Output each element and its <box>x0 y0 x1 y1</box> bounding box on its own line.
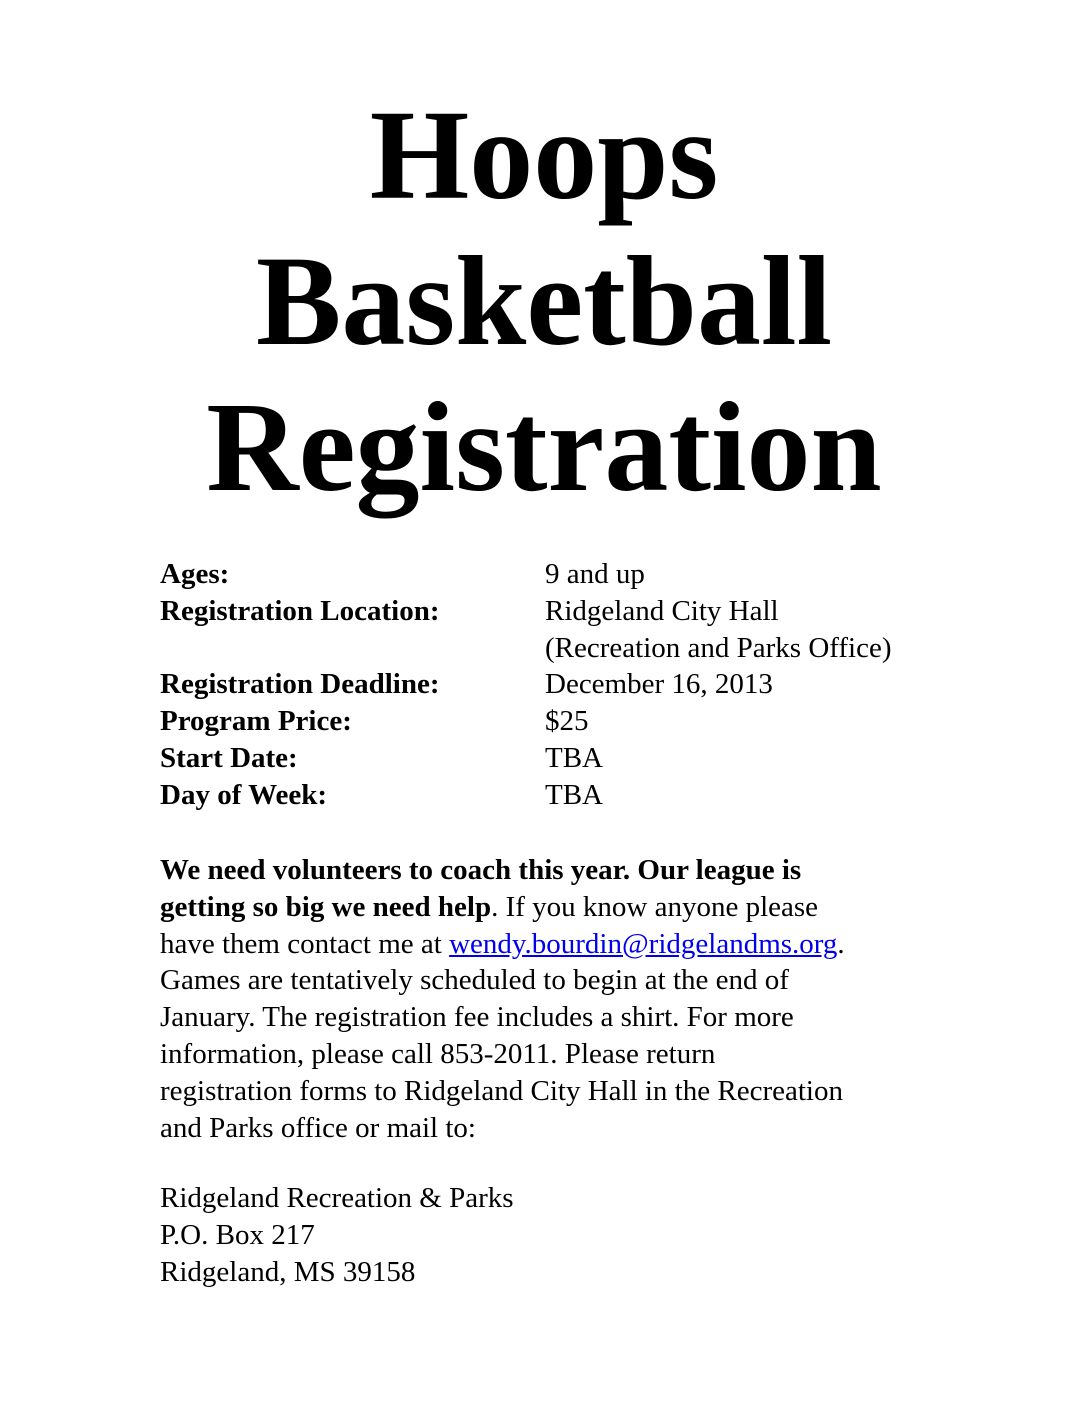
detail-value <box>545 556 645 593</box>
detail-row-day-of-week <box>160 777 892 814</box>
detail-label: Start Date: <box>160 741 298 774</box>
page-title <box>0 82 1088 520</box>
paragraph-line <box>160 889 940 926</box>
detail-value <box>545 777 603 814</box>
address-line: Ridgeland, MS 39158 <box>160 1255 416 1288</box>
paragraph-line: Games are tentatively scheduled to begin at the end of <box>160 964 789 997</box>
paragraph-line: information, please call 853-2011. Please return <box>160 1037 716 1070</box>
detail-row-location <box>160 593 892 667</box>
detail-value-line: 9 and up <box>545 558 645 590</box>
info-paragraph <box>160 852 940 1146</box>
paragraph-line <box>160 852 940 889</box>
mailing-address <box>160 1180 514 1290</box>
detail-value <box>545 740 603 777</box>
detail-label: Registration Deadline: <box>160 668 440 701</box>
paragraph-line <box>160 926 940 963</box>
detail-value <box>545 666 773 703</box>
email-link[interactable]: wendy.bourdin@ridgelandms.org <box>449 927 838 960</box>
detail-row-start-date <box>160 740 892 777</box>
title-line-2: Basketball <box>255 230 833 372</box>
detail-value-line: $25 <box>545 705 589 738</box>
detail-label: Registration Location: <box>160 594 440 627</box>
detail-value-line: (Recreation and Parks Office) <box>545 631 892 664</box>
detail-value <box>545 703 589 740</box>
detail-label: Ages: <box>160 558 230 590</box>
paragraph-text: . If you know anyone please <box>491 890 819 923</box>
address-line: Ridgeland Recreation & Parks <box>160 1182 514 1214</box>
detail-value-line: TBA <box>545 778 603 811</box>
address-line: P.O. Box 217 <box>160 1218 315 1251</box>
detail-value-line: TBA <box>545 741 603 774</box>
detail-label: Program Price: <box>160 705 352 738</box>
paragraph-text: have them contact me at <box>160 927 450 960</box>
detail-row-ages <box>160 556 892 593</box>
detail-value-line: December 16, 2013 <box>545 668 773 701</box>
detail-value <box>545 593 892 667</box>
detail-row-deadline <box>160 666 892 703</box>
paragraph-line: January. The registration fee includes a shirt. For more <box>160 1001 794 1034</box>
detail-row-price <box>160 703 892 740</box>
paragraph-line: and Parks office or mail to: <box>160 1111 476 1144</box>
title-line-1: Hoops <box>369 84 719 226</box>
paragraph-line: registration forms to Ridgeland City Hall in the Recreation <box>160 1074 843 1107</box>
program-details <box>160 556 892 814</box>
title-line-3: Registration <box>206 376 882 518</box>
volunteer-callout: We need volunteers to coach this year. Our league is <box>160 854 802 886</box>
paragraph-text: . <box>837 927 845 960</box>
detail-label: Day of Week: <box>160 778 328 811</box>
detail-value-line: Ridgeland City Hall <box>545 594 779 627</box>
volunteer-callout: getting so big we need help <box>160 890 492 923</box>
